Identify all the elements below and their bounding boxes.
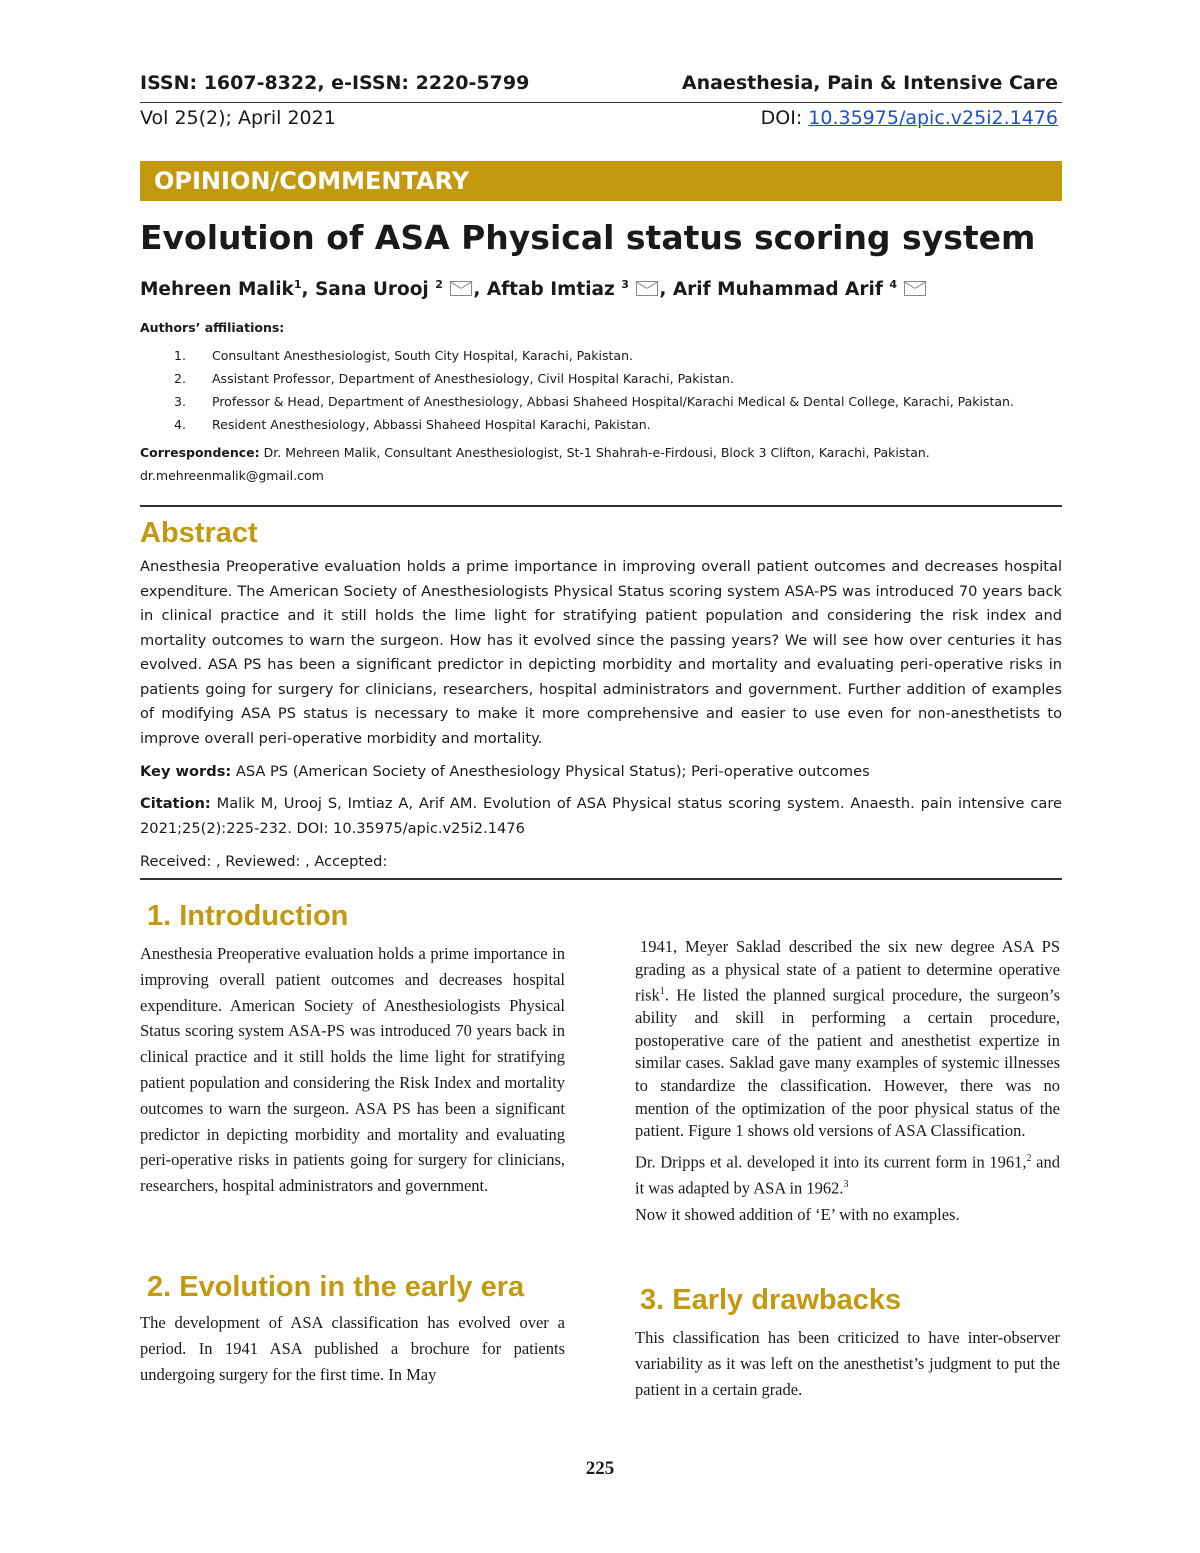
correspondence bbox=[140, 445, 1062, 460]
email-icon[interactable] bbox=[636, 281, 658, 296]
author-list: Mehreen Malik$^1$, Sana Urooj $^2$ , Aftab Imtiaz $^3$ , Arif Muhammad Arif $^4$ bbox=[140, 278, 927, 300]
right-column-body bbox=[635, 936, 1060, 1227]
author-name: Aftab Imtiaz bbox=[486, 279, 615, 301]
early-era-heading: 2. Evolution in the early era bbox=[147, 1271, 525, 1303]
author-sup: 2 bbox=[435, 278, 443, 291]
correspondence-email[interactable]: dr.mehreenmalik@gmail.com bbox=[140, 468, 324, 483]
early-era-paragraph: The development of ASA classification has evolved over a period. In 1941 ASA published a brochure for patients undergoing surgery for the first time. In May bbox=[140, 1313, 565, 1384]
page-number: 225 bbox=[585, 1458, 615, 1479]
affiliation-number: 1. bbox=[174, 348, 186, 363]
affiliation-item bbox=[174, 394, 1014, 417]
author-sup: 4 bbox=[889, 278, 897, 291]
received-line: Received: , Reviewed: , Accepted: bbox=[140, 853, 388, 870]
doi-link[interactable]: 10.35975/apic.v25i2.1476 bbox=[808, 107, 1058, 129]
intro-heading: 1. Introduction bbox=[147, 900, 349, 932]
affiliation-item bbox=[174, 348, 1014, 371]
email-icon[interactable] bbox=[450, 281, 472, 296]
affiliation-item bbox=[174, 417, 1014, 440]
intro-paragraph: Anesthesia Preoperative evaluation holds a prime importance in improving overall patient outcomes and decreases hospital expenditure. American Society of Anesthesiologists Physical Status scoring system ASA-PS was introduced 70 years back in clinical practice and it still holds the lime light for stratifying patient population and considering the Risk Index and mortality outcomes to warn the surgeon. ASA PS has been a significant predictor in depicting morbidity and mortality and evaluating peri-operative risks in patients going for surgery for clinicians, researchers, hospital administrators and government. bbox=[140, 944, 565, 1196]
correspondence-text: Dr. Mehreen Malik, Consultant Anesthesiologist, St-1 Shahrah-e-Firdousi, Block 3 Clifton, Karachi, Pakistan. bbox=[259, 445, 930, 460]
abstract-heading: Abstract bbox=[140, 517, 258, 549]
citation bbox=[140, 792, 1062, 841]
drawbacks-body bbox=[635, 1325, 1060, 1402]
author-name: Mehreen Malik bbox=[140, 279, 294, 301]
affiliation-item bbox=[174, 371, 1014, 394]
dripps-paragraph bbox=[635, 1148, 1060, 1200]
affiliation-text: Professor & Head, Department of Anesthesiology, Abbasi Shaheed Hospital/Karachi Medical & Dental College, Karachi, Pakistan. bbox=[212, 394, 1014, 409]
keywords-text: ASA PS (American Society of Anesthesiology Physical Status); Peri-operative outcomes bbox=[231, 763, 870, 780]
saklad-paragraph bbox=[635, 936, 1060, 1143]
correspondence-label: Correspondence: bbox=[140, 445, 260, 460]
journal-name: Anaesthesia, Pain & Intensive Care bbox=[681, 72, 1058, 94]
affiliation-text: Consultant Anesthesiologist, South City Hospital, Karachi, Pakistan. bbox=[212, 348, 633, 363]
citation-text: Malik M, Urooj S, Imtiaz A, Arif AM. Evolution of ASA Physical status scoring system. Anaesth. pain intensive care 2021;25(2):225-232. DOI: 10.35975/apic.v25i2.1476 bbox=[140, 795, 1062, 837]
drawbacks-heading: 3. Early drawbacks bbox=[640, 1284, 902, 1316]
article-title: Evolution of ASA Physical status scoring system bbox=[140, 218, 1036, 257]
issn-line: ISSN: 1607-8322, e-ISSN: 2220-5799 bbox=[140, 72, 530, 94]
affiliation-number: 3. bbox=[174, 394, 186, 409]
reference-marker[interactable]: 3 bbox=[843, 1178, 849, 1190]
keywords bbox=[140, 760, 1062, 785]
email-icon[interactable] bbox=[904, 281, 926, 296]
abstract-top-divider bbox=[140, 505, 1062, 507]
keywords-label: Key words: bbox=[140, 763, 232, 780]
reference-marker[interactable]: 2 bbox=[1026, 1152, 1032, 1164]
intro-body bbox=[140, 941, 565, 1199]
saklad-text-b: . He listed the planned surgical procedure, the surgeon’s ability and skill in performing a certain procedure, postoperative care of the patient and anesthetist expertize in similar cases. Saklad gave many examples of systemic illnesses to standardize the classification. However, there was no mention of the optimization of the poor physical status of the patient. Figure 1 shows old versions of ASA Classification. bbox=[635, 985, 1060, 1141]
affiliation-text: Resident Anesthesiology, Abbassi Shaheed Hospital Karachi, Pakistan. bbox=[212, 417, 651, 432]
affiliations-label: Authors’ affiliations: bbox=[140, 320, 285, 335]
drawbacks-paragraph: This classification has been criticized to have inter-observer variability as it was left on the anesthetist’s judgment to put the patient in a certain grade. bbox=[635, 1328, 1060, 1399]
abstract-body: Anesthesia Preoperative evaluation holds a prime importance in improving overall patient outcomes and decreases hospital expenditure. The American Society of Anesthesiologists Physical Status scoring system ASA-PS was introduced 70 years back in clinical practice and it still holds the lime light for stratifying patient population and considering the risk index and mortality outcomes to warn the surgeon. How has it evolved since the passing years? We will see how over centuries it has evolved. ASA PS has been a significant predictor in depicting morbidity and mortality and evaluating peri-operative risks in patients going for surgery for clinicians, researchers, hospital administrators and government. Further addition of examples of modifying ASA PS status is necessary to make it more comprehensive and easier to use even for non-anesthetists to improve overall peri-operative morbidity and mortality. bbox=[140, 558, 1062, 747]
saklad-text-a: 1941, Meyer Saklad described the six new degree ASA PS grading as a physical state of a patient to determine operative risk bbox=[635, 937, 1060, 1005]
author-sup: 3 bbox=[621, 278, 629, 291]
author-sup: 1 bbox=[293, 278, 302, 291]
reference-marker[interactable]: 1 bbox=[659, 986, 665, 998]
doi-line bbox=[761, 107, 1058, 129]
dripps-text-a: Dr. Dripps et al. developed it into its current form in 1961, bbox=[635, 1152, 1027, 1172]
author-name: Arif Muhammad Arif bbox=[672, 279, 883, 301]
header-divider bbox=[140, 102, 1062, 103]
affiliation-text: Assistant Professor, Department of Anesthesiology, Civil Hospital Karachi, Pakistan. bbox=[212, 371, 734, 386]
author-name: Sana Urooj bbox=[314, 279, 429, 301]
affiliation-number: 2. bbox=[174, 371, 186, 386]
dripps-text-b: and it was adapted by ASA in 1962. bbox=[635, 1152, 1060, 1198]
article-type-banner: OPINION/COMMENTARY bbox=[140, 161, 1062, 201]
affiliation-number: 4. bbox=[174, 417, 186, 432]
doi-label: DOI: bbox=[760, 107, 803, 129]
citation-label: Citation: bbox=[140, 795, 211, 812]
affiliations-list bbox=[174, 348, 1014, 440]
early-era-body bbox=[140, 1310, 565, 1387]
addition-e-paragraph: Now it showed addition of ‘E’ with no examples. bbox=[635, 1205, 960, 1225]
body-top-divider bbox=[140, 878, 1062, 880]
volume-line: Vol 25(2); April 2021 bbox=[140, 107, 336, 129]
